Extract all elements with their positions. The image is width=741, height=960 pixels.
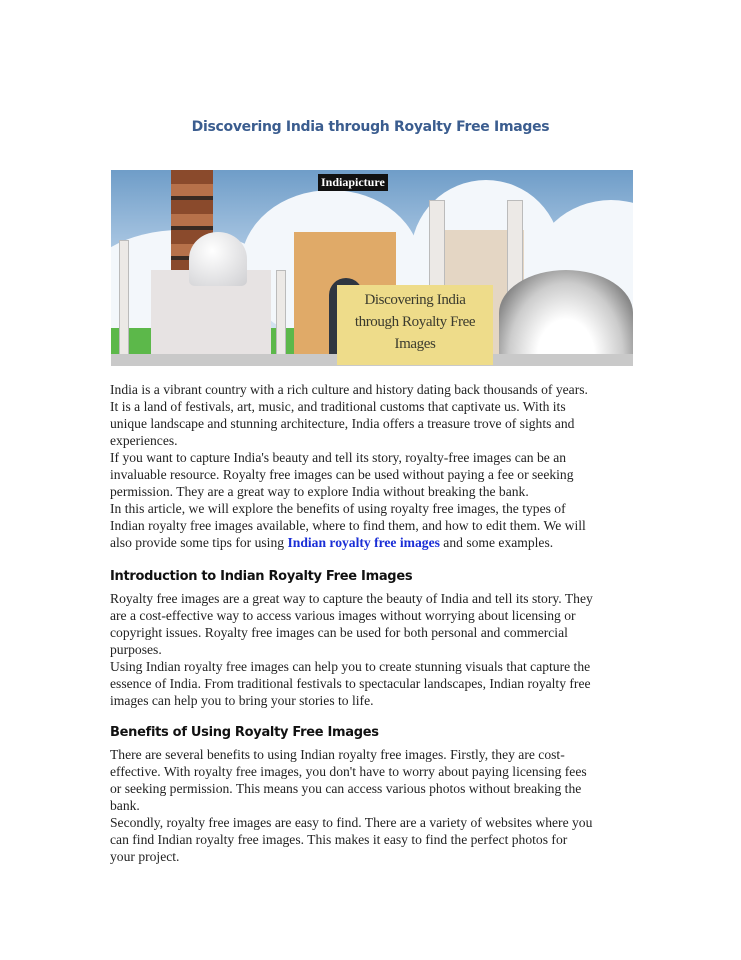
- text-line: [110, 534, 588, 551]
- text-line: India is a vibrant country with a rich culture and history dating back thousands of years.: [110, 382, 588, 397]
- text-line: copyright issues. Royalty free images can be used for both personal and commercial: [110, 625, 568, 640]
- text-line: bank.: [110, 798, 140, 813]
- text-line: can find Indian royalty free images. This makes it easy to find the perfect photos for: [110, 832, 568, 847]
- minaret: [276, 270, 286, 362]
- banner-image: [111, 170, 633, 366]
- text-line: If you want to capture India's beauty and tell its story, royalty-free images can be an: [110, 450, 567, 465]
- text-line: There are several benefits to using Indian royalty free images. Firstly, they are cost-: [110, 747, 565, 762]
- text-line: or seeking permission. This means you can access various photos without breaking the: [110, 781, 582, 796]
- text-line: purposes.: [110, 642, 162, 657]
- text-line: Indian royalty free images available, where to find them, and how to edit them. We will: [110, 518, 586, 533]
- caption-line: through Royalty Free: [354, 314, 476, 330]
- document-title: Discovering India through Royalty Free Images: [191, 119, 550, 135]
- text-line: invaluable resource. Royalty free images can be used without paying a fee or seeking: [110, 467, 574, 482]
- text-line: experiences.: [110, 433, 178, 448]
- text-line: essence of India. From traditional festivals to spectacular landscapes, Indian royalty free: [110, 676, 591, 691]
- text-line: permission. They are a great way to explore India without breaking the bank.: [110, 484, 529, 499]
- indian-royalty-free-images-link[interactable]: Indian royalty free images: [287, 535, 440, 550]
- watermark-label: Indiapicture: [318, 174, 388, 191]
- text-segment: also provide some tips for using: [110, 535, 288, 550]
- minaret: [119, 240, 129, 358]
- intro-paragraphs: [110, 381, 588, 551]
- text-line: your project.: [110, 849, 180, 864]
- section-heading: Introduction to Indian Royalty Free Images: [110, 569, 413, 584]
- text-line: Royalty free images are a great way to capture the beauty of India and tell its story. They: [110, 591, 593, 606]
- text-line: effective. With royalty free images, you don't have to worry about paying licensing fees: [110, 764, 587, 779]
- taj-dome: [189, 232, 247, 286]
- text-line: are a cost-effective way to access various images without worrying about licensing or: [110, 608, 576, 623]
- section2-paragraphs: [110, 746, 592, 865]
- text-segment: and some examples.: [439, 535, 554, 550]
- text-line: images can help you to bring your stories to life.: [110, 693, 374, 708]
- caption-line: Discovering India: [364, 292, 466, 308]
- text-line: Using Indian royalty free images can help you to create stunning visuals that capture the: [110, 659, 591, 674]
- text-line: Secondly, royalty free images are easy to find. There are a variety of websites where you: [110, 815, 593, 830]
- caption-line: Images: [394, 336, 436, 352]
- banner-caption-box: [337, 285, 493, 365]
- text-line: In this article, we will explore the benefits of using royalty free images, the types of: [110, 501, 566, 516]
- text-line: unique landscape and stunning architecture, India offers a treasure trove of sights and: [110, 416, 575, 431]
- text-line: It is a land of festivals, art, music, and traditional customs that captivate us. With its: [110, 399, 566, 414]
- lotus-temple: [499, 270, 633, 356]
- section1-paragraphs: [110, 590, 593, 709]
- section-heading: Benefits of Using Royalty Free Images: [110, 725, 379, 740]
